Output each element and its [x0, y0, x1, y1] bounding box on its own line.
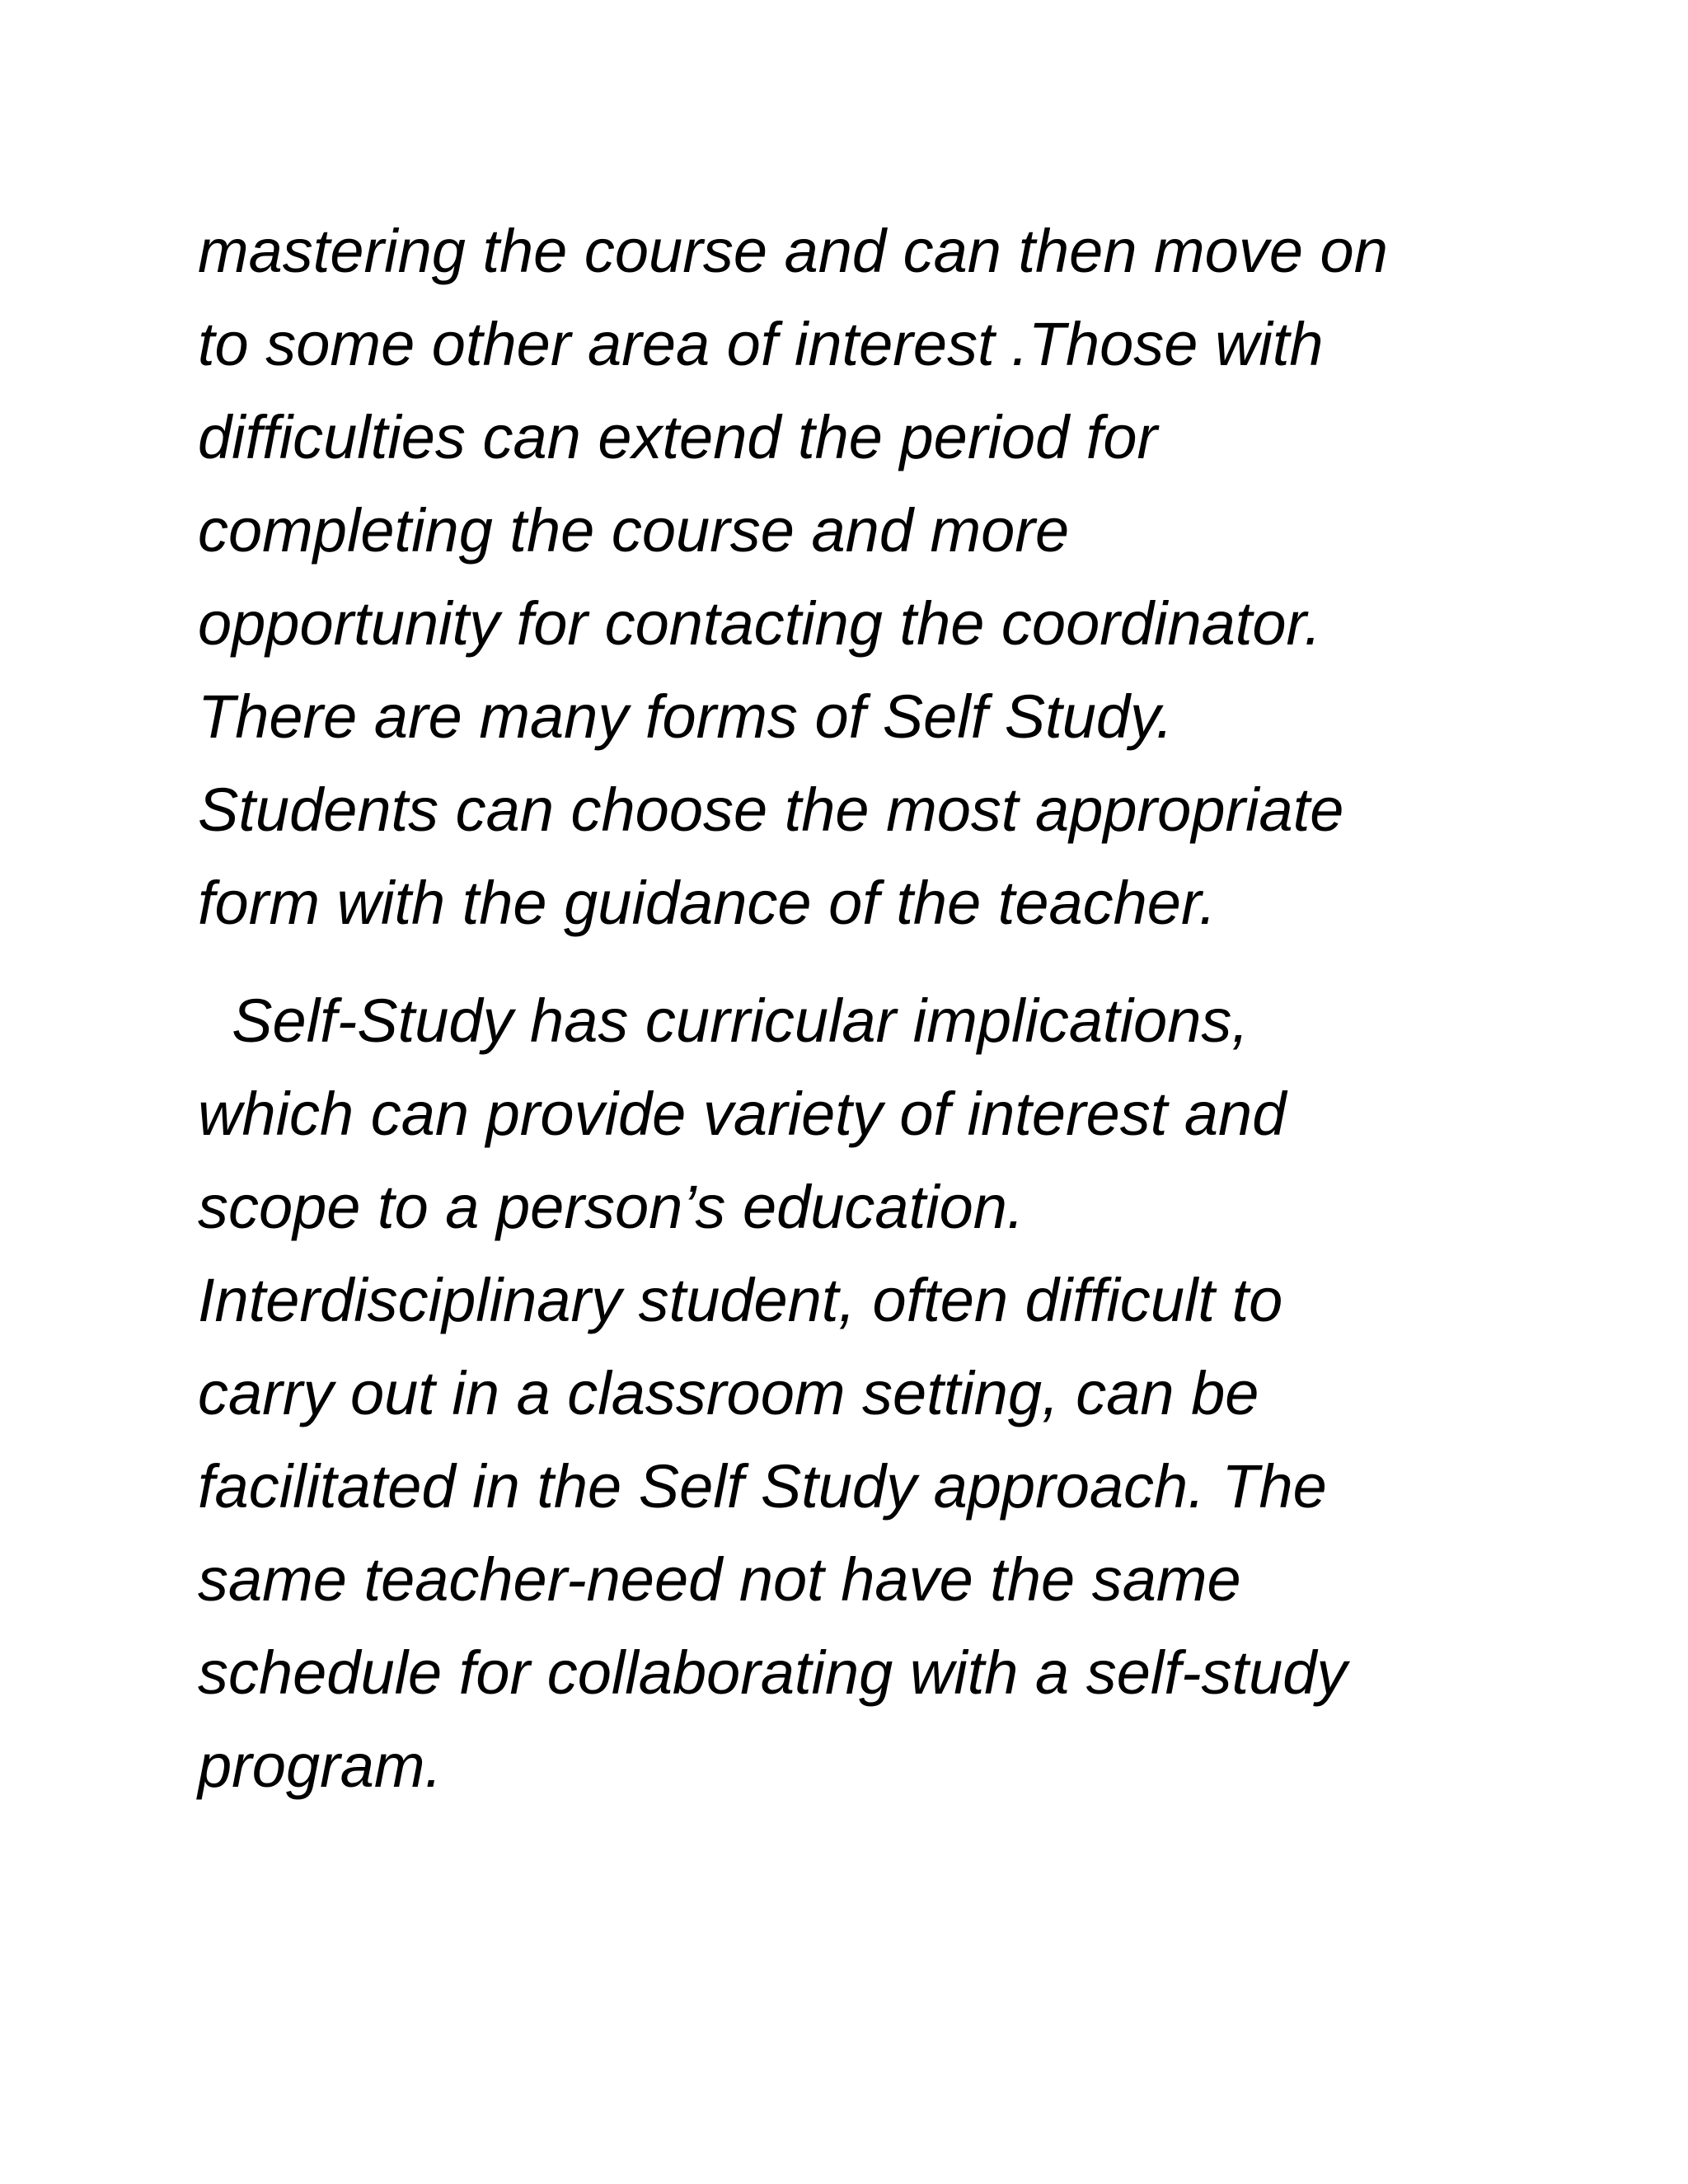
text-line: opportunity for contacting the coordinator. — [198, 589, 1321, 658]
text-line: schedule for collaborating with a self-study — [198, 1638, 1348, 1707]
text-line: completing the course and more — [198, 496, 1070, 565]
text-line: to some other area of interest .Those with — [198, 310, 1324, 378]
text-line: Self-Study has curricular implications, — [198, 987, 1249, 1055]
text-line: scope to a person’s education. — [198, 1173, 1025, 1241]
text-line: program. — [198, 1732, 443, 1800]
text-line: There are many forms of Self Study. — [198, 682, 1174, 751]
text-line: difficulties can extend the period for — [198, 403, 1158, 471]
text-line: Interdisciplinary student, often difficult to — [198, 1266, 1283, 1334]
paragraph-1 — [198, 204, 1550, 949]
text-line: which can provide variety of interest and — [198, 1080, 1287, 1148]
text-line: carry out in a classroom setting, can be — [198, 1359, 1259, 1427]
text-line: mastering the course and can then move on — [198, 217, 1388, 285]
text-line: facilitated in the Self Study approach. The — [198, 1452, 1327, 1521]
text-line: same teacher-need not have the same — [198, 1545, 1241, 1614]
body-text — [198, 204, 1550, 1812]
text-line: Students can choose the most appropriate — [198, 776, 1344, 844]
paragraph-spacer — [198, 949, 1550, 974]
paragraph-2 — [198, 974, 1550, 1812]
text-line: form with the guidance of the teacher. — [198, 869, 1217, 937]
